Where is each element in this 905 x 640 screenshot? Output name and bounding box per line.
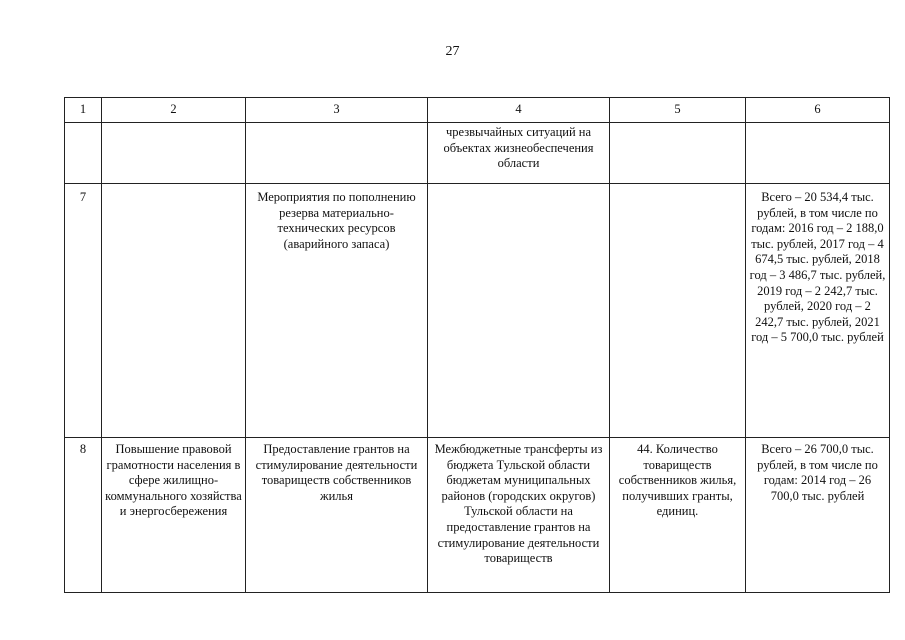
header-cell: 6	[746, 98, 890, 123]
funding-cell: Всего – 20 534,4 тыс. рублей, в том числе по годам: 2016 год – 2 188,0 тыс. рублей, 2017 год – 4 674,5 тыс. рублей, 2018 год – 3 486,7 тыс. рублей, 2019 год – 2 242,7 тыс. рублей, 2020 год – 2 242,7 тыс. рублей, 2021 год – 5 700,0 тыс. рублей	[746, 184, 890, 438]
program-table	[64, 97, 890, 593]
table-row	[65, 438, 890, 593]
header-cell: 2	[102, 98, 246, 123]
mechanism-cell: чрезвычайных ситуаций на объектах жизнеобеспечения области	[428, 123, 610, 184]
header-cell: 5	[610, 98, 746, 123]
table-row	[65, 184, 890, 438]
page-number: 27	[445, 44, 460, 59]
funding-cell	[746, 123, 890, 184]
measure-cell: Мероприятия по пополнению резерва материально-технических ресурсов (аварийного запаса)	[246, 184, 428, 438]
header-cell: 4	[428, 98, 610, 123]
header-cell: 3	[246, 98, 428, 123]
task-cell	[102, 123, 246, 184]
row-number-cell	[65, 123, 102, 184]
table-header-row	[65, 98, 890, 123]
mechanism-cell: Межбюджетные трансферты из бюджета Тульской области бюджетам муниципальных районов (городских округов) Тульской области на предоставление грантов на стимулирование деятельности товариществ	[428, 438, 610, 593]
row-number-cell: 8	[65, 438, 102, 593]
mechanism-cell	[428, 184, 610, 438]
task-cell: Повышение правовой грамотности населения в сфере жилищно-коммунального хозяйства и энергосбережения	[102, 438, 246, 593]
indicator-cell	[610, 184, 746, 438]
funding-cell: Всего – 26 700,0 тыс. рублей, в том числе по годам: 2014 год – 26 700,0 тыс. рублей	[746, 438, 890, 593]
indicator-cell	[610, 123, 746, 184]
measure-cell	[246, 123, 428, 184]
indicator-cell: 44. Количество товариществ собственников жилья, получивших гранты, единиц.	[610, 438, 746, 593]
measure-cell: Предоставление грантов на стимулирование деятельности товариществ собственников жилья	[246, 438, 428, 593]
task-cell	[102, 184, 246, 438]
header-cell: 1	[65, 98, 102, 123]
table-row	[65, 123, 890, 184]
row-number-cell: 7	[65, 184, 102, 438]
